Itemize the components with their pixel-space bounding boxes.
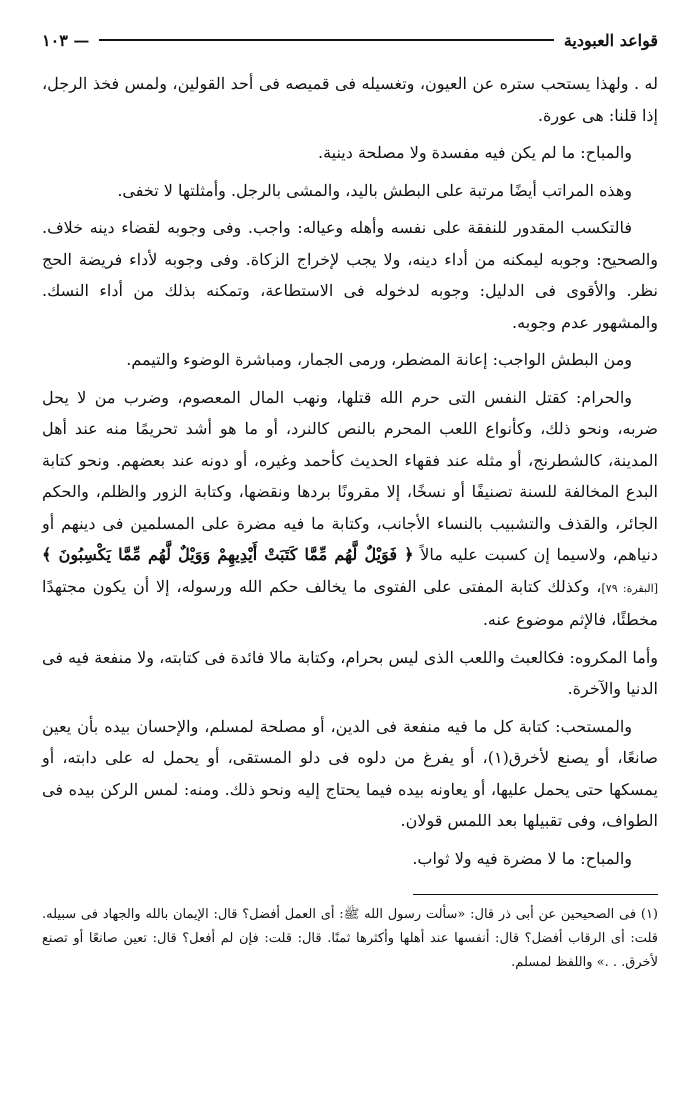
- paragraph-4: فالتكسب المقدور للنفقة على نفسه وأهله وعياله: واجب. وفى وجوبه لقضاء دينه خلاف. والصحيح: وجوبه ليمكنه من أداء دينه، ولا يجب لإخراج الزكاة. وفى وجوبه لأداء فريضة الحج نظر. والأقوى فى الدليل: وجوبه لدخوله فى الاستطاعة، وتمكنه بذلك من أداء النسك. والمشهور عدم وجوبه.: [42, 218, 658, 332]
- footnote-rule: [413, 894, 658, 895]
- body-text: [42, 68, 658, 874]
- header-rule: [99, 39, 553, 41]
- footnote-1: (١) فى الصحيحين عن أبى ذر قال: «سألت رسول الله ﷺ: أى العمل أفضل؟ قال: الإيمان بالله والجهاد فى سبيله. قلت: أى الرقاب أفضل؟ قال: أنفسها عند أهلها وأكثرها ثمنًا. قال: قلت: فإن لم أفعل؟ قال: تعين صانعًا أو تصنع لأخرق. . .» واللفظ لمسلم.: [42, 907, 658, 970]
- paragraph-2: والمباح: ما لم يكن فيه مفسدة ولا مصلحة دينية.: [317, 143, 632, 162]
- quran-verse: ﴿ فَوَيْلٌ لَّهُم مِّمَّا كَتَبَتْ أَيْدِيهِمْ وَوَيْلٌ لَّهُم مِّمَّا يَكْسِبُونَ ﴾: [42, 545, 414, 564]
- haram-text-before: والحرام: كقتل النفس التى حرم الله قتلها، ونهب المال المعصوم، وضرب من لا يحل ضربه، ونحو ذلك، وكأنواع اللعب المحرم بالنص كالنرد، أو ما هو أشد تحريمًا منه عند أهل المدينة، كالشطرنج، أو مثله عند فقهاء الحديث كأحمد وغيره، أو دونه عند بعضهم. ونحو كتابة البدع المخالفة للسنة تصنيفًا أو نسخًا، إلا مقرونًا بردها ونقضها، وكتابة الزور والظلم، والحكم الجائر، والقذف والتشبيب بالنساء الأجانب، وكتابة ما فيه مضرة على المسلمين فى دينهم أو دنياهم، ولاسيما إن كسبت عليه مالاً: [42, 387, 658, 564]
- paragraph-haram: [42, 382, 658, 636]
- paragraph-makruh: وأما المكروه: فكالعبث واللعب الذى ليس بحرام، وكتابة مالا فائدة فى كتابته، ولا منفعة فيه فى الدنيا والآخرة.: [42, 647, 658, 698]
- paragraph-1: له . ولهذا يستحب ستره عن العيون، وتغسيله فى قميصه فى أحد القولين، ولمس فخذ الرجل، إذا قلنا: هى عورة.: [42, 74, 658, 125]
- paragraph-5: ومن البطش الواجب: إعانة المضطر، ورمى الجمار، ومباشرة الوضوء والتيمم.: [126, 350, 632, 369]
- running-header: [42, 26, 658, 54]
- running-title: قواعد العبودية: [563, 30, 658, 50]
- page-number: ١٠٣ —: [42, 30, 90, 50]
- haram-text-after: ، وكذلك كتابة المفتى على الفتوى ما يخالف حكم الله ورسوله، إلا أن يكون مجتهدًا مخطئًا، فالإثم موضوع عنه.: [42, 576, 658, 629]
- footnotes: [42, 903, 658, 975]
- paragraph-mustahab: والمستحب: كتابة كل ما فيه منفعة فى الدين، أو مصلحة لمسلم، والإحسان بيده بأن يعين صانعًا، أو يصنع لأخرق(١)، أو يفرغ من دلوه فى دلو المستقى، أو يحمل له على دابته، أو يمسكها حتى يحمل عليها، أو يعاونه بيده فيما يحتاج إليه ونحو ذلك. ومنه: لمس الركن بيده فى الطواف، وفى تقبيلها بعد اللمس قولان.: [42, 716, 658, 830]
- paragraph-mubah: والمباح: ما لا مضرة فيه ولا ثواب.: [412, 848, 632, 868]
- paragraph-3: وهذه المراتب أيضًا مرتبة على البطش باليد، والمشى بالرجل. وأمثلتها لا تخفى.: [117, 180, 632, 200]
- verse-reference: [البقرة: ٧٩]: [601, 581, 658, 595]
